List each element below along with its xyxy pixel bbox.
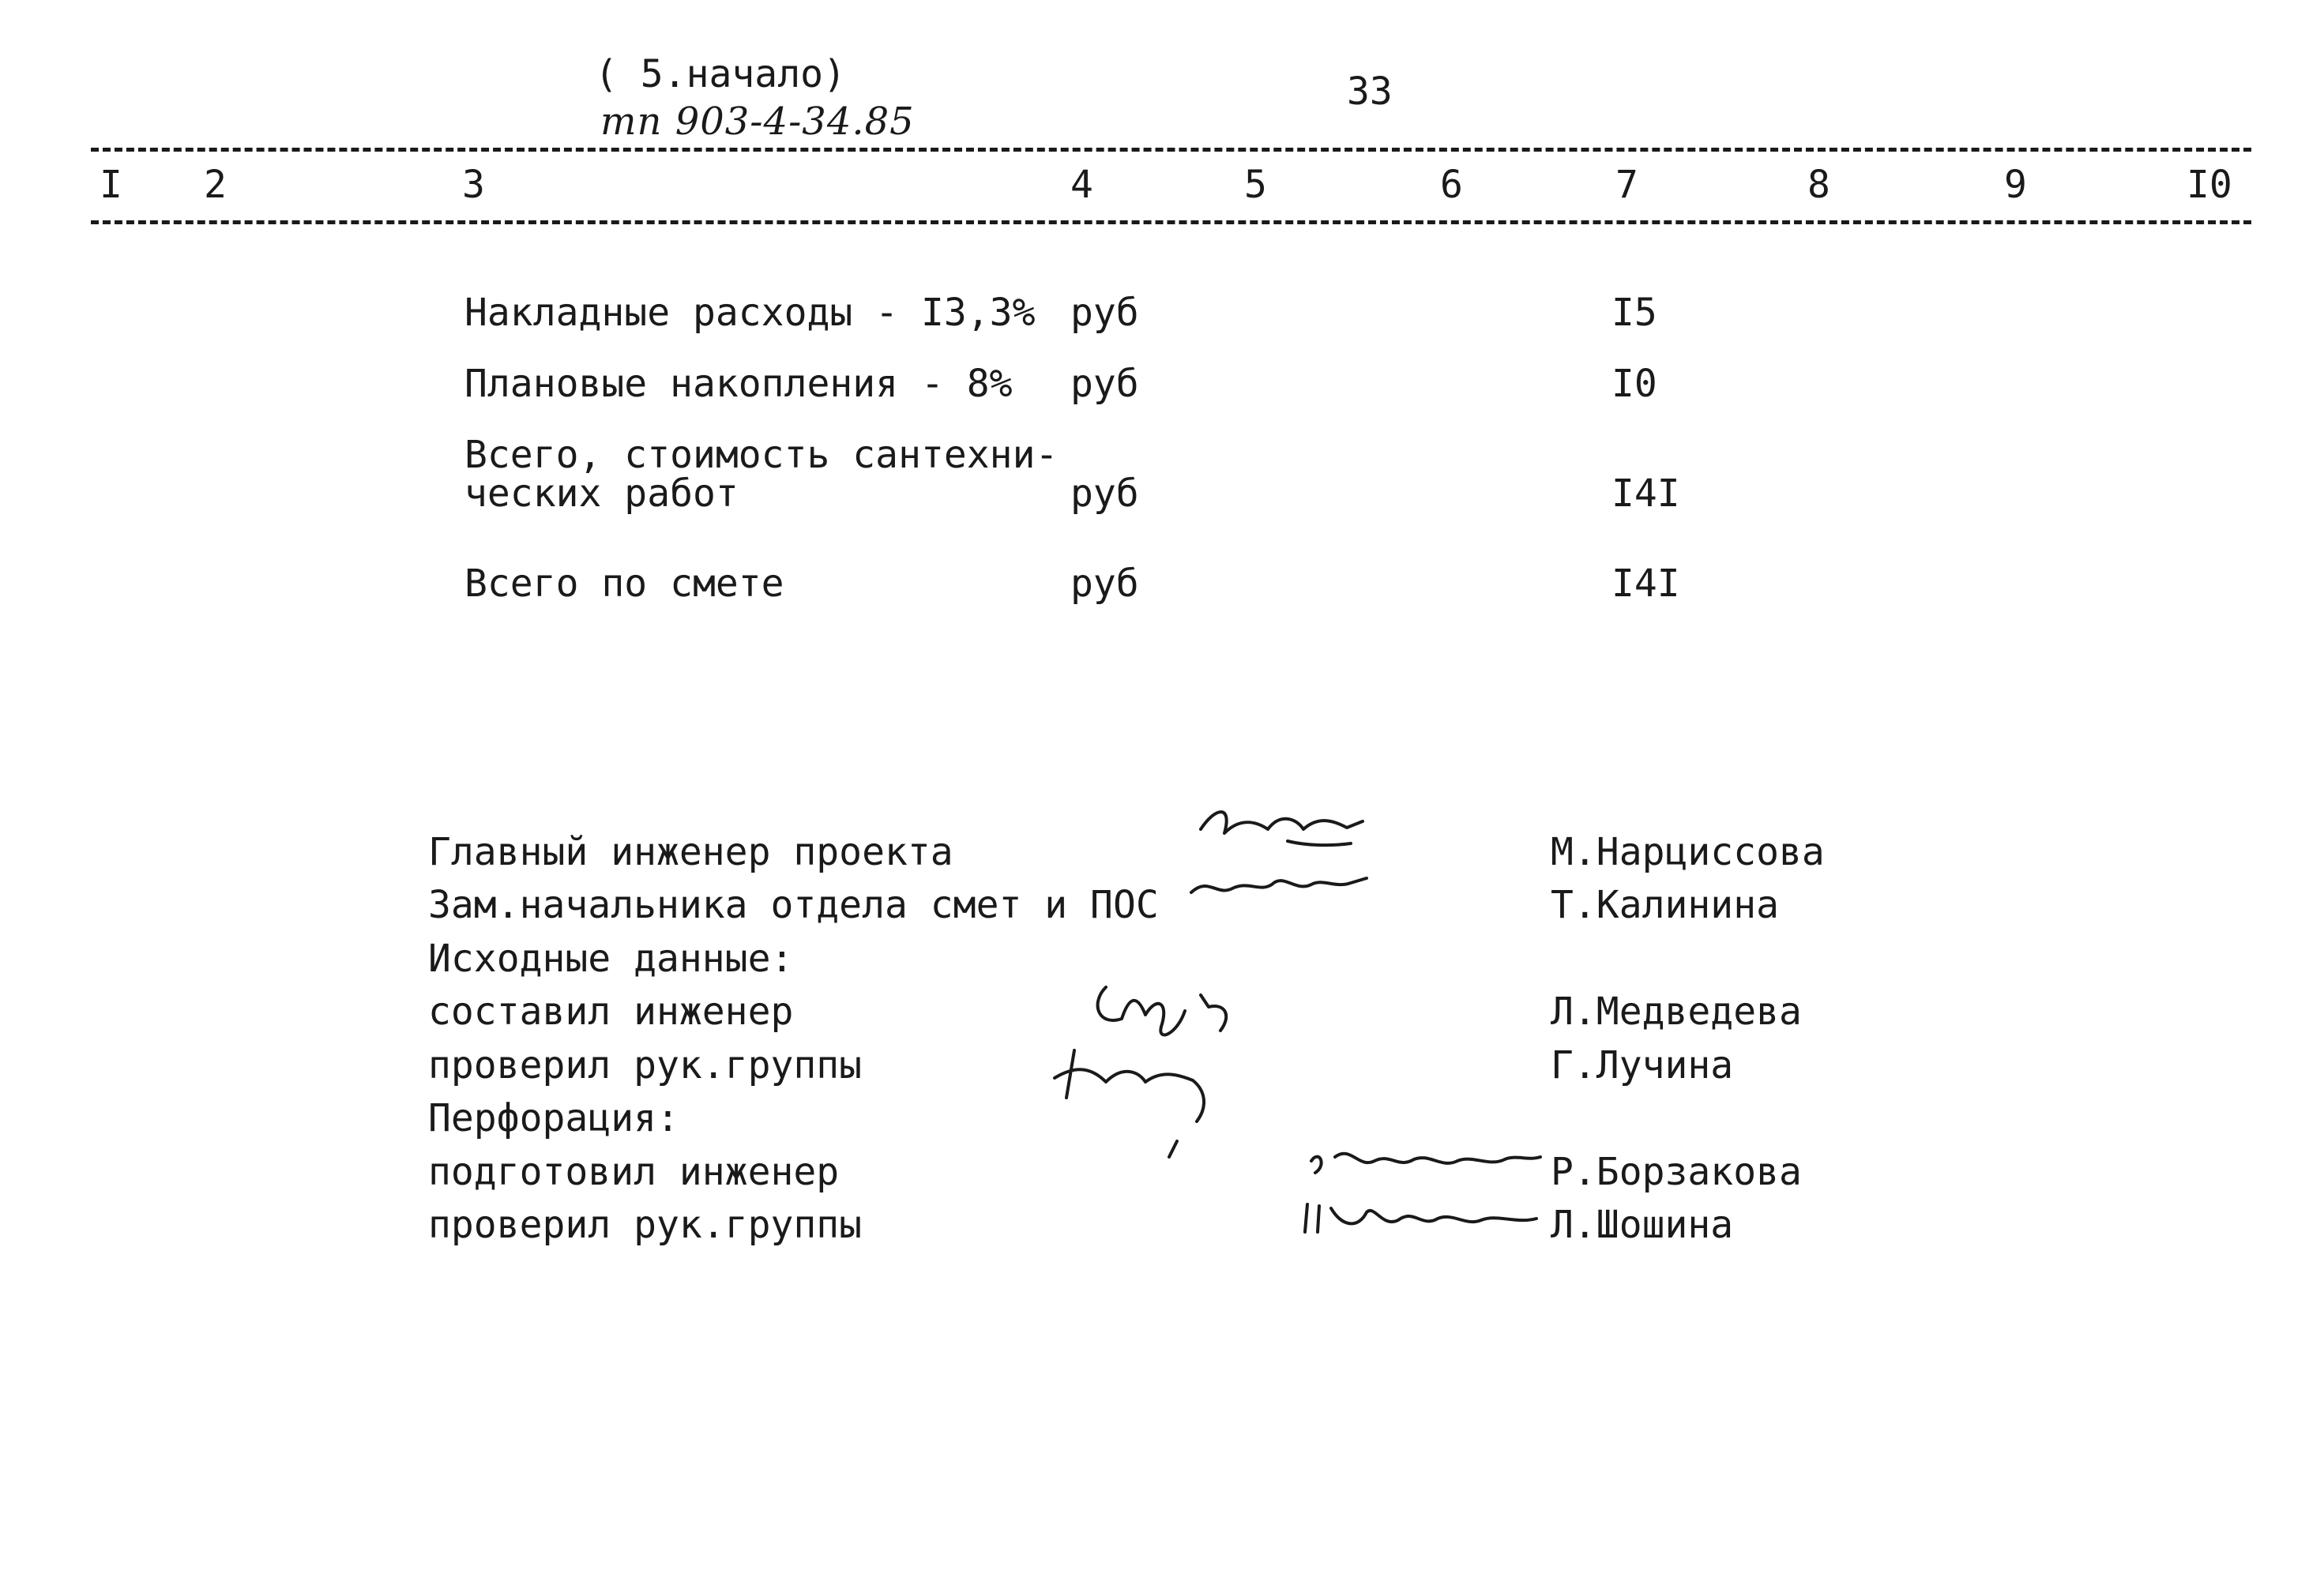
column-number: 5 — [1244, 163, 1267, 207]
role-label: Зам.начальника отдела смет и ПОС — [428, 883, 1159, 927]
row-value: I0 — [1611, 362, 1657, 406]
column-number: 6 — [1440, 163, 1463, 207]
role-label: Главный инженер проекта — [428, 830, 953, 874]
continuation-label: ( 5.начало) — [595, 52, 846, 96]
page-number: 33 — [1347, 69, 1393, 114]
signatory-name: Л.Шошина — [1551, 1203, 1734, 1247]
row-value: I4I — [1611, 471, 1680, 516]
signatory-name: Г.Лучина — [1551, 1043, 1734, 1087]
signature-narcissova — [1193, 798, 1374, 869]
column-number: 7 — [1615, 163, 1638, 207]
section-heading: Исходные данные: — [428, 937, 794, 981]
row-unit: руб — [1070, 362, 1139, 406]
column-number: 2 — [204, 163, 227, 207]
row-unit: руб — [1070, 471, 1139, 516]
role-label: проверил рук.группы — [428, 1203, 863, 1247]
column-number: I — [100, 163, 122, 207]
role-label: проверил рук.группы — [428, 1043, 863, 1087]
signature-shoshina — [1295, 1189, 1548, 1248]
row-label: Всего по смете — [464, 562, 784, 606]
signature-borzakova — [1303, 1137, 1548, 1193]
row-label-line1: Всего, стоимость сантехни- — [464, 433, 1059, 477]
document-code: тп 903-4-34.85 — [600, 100, 915, 144]
column-number: 9 — [2004, 163, 2027, 207]
role-label: подготовил инженер — [428, 1150, 840, 1194]
row-value: I4I — [1611, 562, 1680, 606]
column-number: 8 — [1807, 163, 1830, 207]
column-number: I0 — [2187, 163, 2232, 207]
row-label: Плановые накопления - 8% — [464, 362, 1013, 406]
row-label: Накладные расходы - I3,3% — [464, 291, 1036, 335]
row-unit: руб — [1070, 291, 1139, 335]
signatory-name: М.Нарциссова — [1551, 830, 1825, 874]
signature-kalinina — [1185, 861, 1374, 908]
signatory-name: Т.Калинина — [1551, 883, 1779, 927]
column-number: 4 — [1070, 163, 1093, 207]
signature-luchina — [1043, 1035, 1224, 1169]
role-label: составил инженер — [428, 990, 794, 1034]
row-value: I5 — [1611, 291, 1657, 335]
signatory-name: Р.Борзакова — [1551, 1150, 1802, 1194]
row-label-line2: ческих работ — [464, 471, 739, 516]
signatory-name: Л.Медведева — [1551, 990, 1802, 1034]
top-dashed-rule — [91, 148, 2251, 152]
section-heading: Перфорация: — [428, 1096, 679, 1140]
bottom-dashed-rule — [91, 220, 2251, 224]
column-number: 3 — [462, 163, 485, 207]
row-unit: руб — [1070, 562, 1139, 606]
